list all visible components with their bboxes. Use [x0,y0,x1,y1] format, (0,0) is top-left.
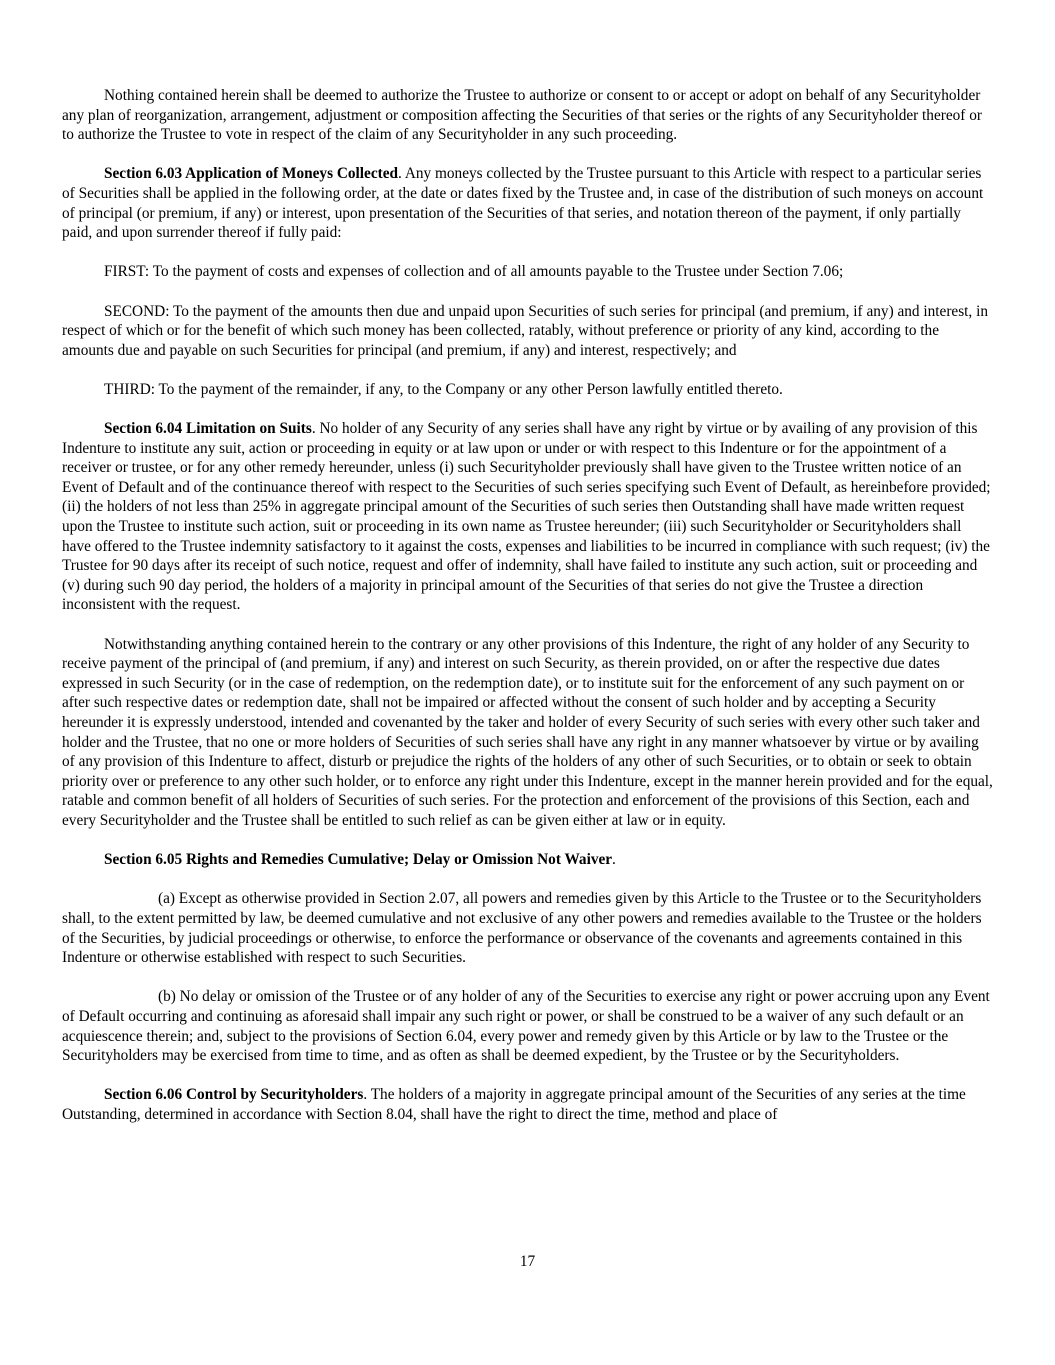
paragraph-third: THIRD: To the payment of the remainder, if any, to the Company or any other Person lawfully entitled thereto. [104,380,783,398]
section-6-03 [62,164,994,242]
section-heading: Section 6.04 Limitation on Suits [104,420,312,438]
paragraph-second: SECOND: To the payment of the amounts then due and unpaid upon Securities of such series for principal (and premium, if any) and interest, in respect of which or for the benefit of which such money has been collected, ratably, without preference or priority of any kind, according to the amounts due and payable on such Securities for principal (and premium, if any) and interest, respectively; and [62,302,988,359]
section-heading: Section 6.05 Rights and Remedies Cumulative; Delay or Omission Not Waiver [104,851,613,869]
section-6-05 [62,850,994,870]
section-body: . The holders of a majority in aggregate principal amount of the Securities of any series at the time Outstanding, determined in accordance with Section 8.04, shall have the right to direct the time, method and place of [62,1086,966,1123]
paragraph-6-05-b: (b) No delay or omission of the Trustee or of any holder of any of the Securities to exercise any right or power accruing upon any Event of Default occurring and continuing as aforesaid shall impair any such right or power, or shall be construed to be a waiver of any such default or an acquiescence therein; and, subject to the provisions of Section 6.04, every power and remedy given by this Article or by law to the Trustee or the Securityholders may be exercised from time to time, and as often as shall be deemed expedient, by the Trustee or by the Securityholders. [62,988,990,1065]
section-body: . No holder of any Security of any series shall have any right by virtue or by availing of any provision of this Indenture to institute any suit, action or proceeding in equity or at law upon or under or with respect to this Indenture or for the appointment of a receiver or trustee, or for any other remedy hereunder, unless (i) such Securityholder previously shall have given to the Trustee written notice of an Event of Default and of the continuance thereof with respect to the Securities of such series specifying such Event of Default, as hereinbefore provided; (ii) the holders of not less than 25% in aggregate principal amount of the Securities of such series then Outstanding shall have made written request upon the Trustee to institute such action, suit or proceeding in its own name as Trustee hereunder; (iii) such Securityholder or Securityholders shall have offered to the Trustee indemnity satisfactory to it against the costs, expenses and liabilities to be incurred in compliance with such request; (iv) the Trustee for 90 days after its receipt of such notice, request and offer of indemnity, shall have failed to institute any such action, suit or proceeding and (v) during such 90 day period, the holders of a majority in principal amount of the Securities of that series do not give the Trustee a direction inconsistent with the request. [62,420,991,614]
section-heading: Section 6.06 Control by Securityholders [104,1086,364,1104]
paragraph-notwithstanding: Notwithstanding anything contained herein to the contrary or any other provisions of this Indenture, the right of any holder of any Security to receive payment of the principal of (and premium, if any) and interest on such Security, as therein provided, on or after the respective due dates expressed in such Security (or in the case of redemption, on the redemption date), or to institute suit for the enforcement of any such payment on or after such respective dates or redemption date, shall not be impaired or affected without the consent of such holder and by accepting a Security hereunder it is expressly understood, intended and covenanted by the taker and holder of every Security of such series with every other such taker and holder and the Trustee, that no one or more holders of Securities of such series shall have any right in any manner whatsoever by virtue or by availing of any provision of this Indenture to affect, disturb or prejudice the rights of the holders of any other of such Securities, or to obtain or seek to obtain priority over or preference to any other such holder, or to enforce any right under this Indenture, except in the manner herein provided and for the equal, ratable and common benefit of all holders of Securities of such series. For the protection and enforcement of the provisions of this Section, each and every Securityholder and the Trustee shall be entitled to such relief as can be given either at law or in equity. [62,635,993,829]
page-number: 17 [519,1253,536,1270]
section-heading: Section 6.03 Application of Moneys Collected [104,165,399,183]
paragraph-nothing-contained: Nothing contained herein shall be deemed to authorize the Trustee to authorize or consent to or accept or adopt on behalf of any Securityholder any plan of reorganization, arrangement, adjustment or composition affecting the Securities of that series or the rights of any Securityholder thereof or to authorize the Trustee to vote in respect of the claim of any Securityholder in any such proceeding. [62,87,982,144]
document-page [62,86,994,1144]
paragraph-6-05-a: (a) Except as otherwise provided in Section 2.07, all powers and remedies given by this Article to the Trustee or to the Securityholders shall, to the extent permitted by law, be deemed cumulative and not exclusive of any other powers and remedies available to the Trustee or the holders of the Securities, by judicial proceedings or otherwise, to enforce the performance or observance of the covenants and agreements contained in this Indenture or otherwise established with respect to such Securities. [62,890,982,967]
section-body: . [612,851,616,869]
paragraph-first: FIRST: To the payment of costs and expenses of collection and of all amounts payable to the Trustee under Section 7.06; [104,263,844,281]
section-6-06 [62,1085,994,1124]
section-body: . Any moneys collected by the Trustee pursuant to this Article with respect to a particular series of Securities shall be applied in the following order, at the date or dates fixed by the Trustee and, in case of the distribution of such moneys on account of principal (or premium, if any) or interest, upon presentation of the Securities of that series, and notation thereon of the payment, if only partially paid, and upon surrender thereof if fully paid: [62,165,984,242]
section-6-04 [62,419,994,615]
